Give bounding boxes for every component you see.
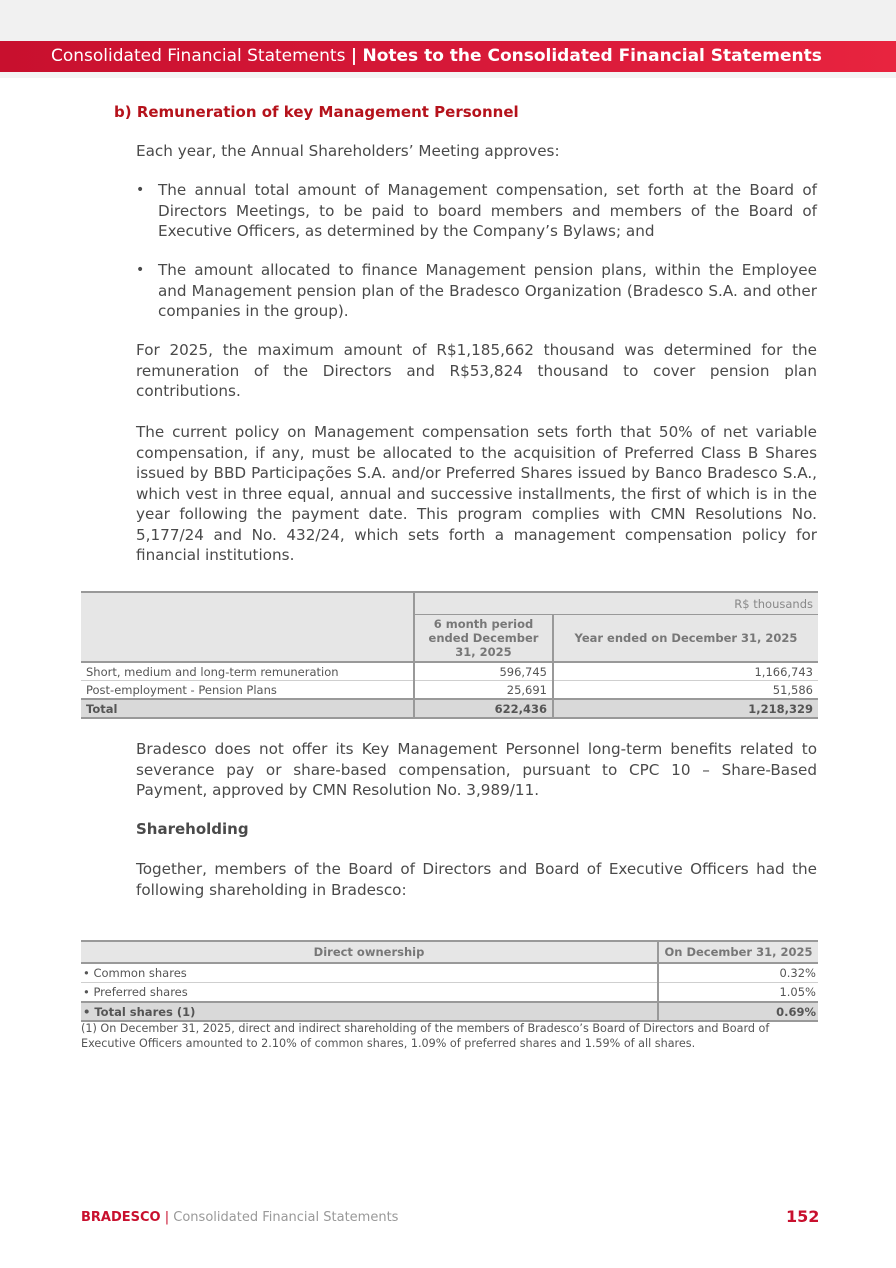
paragraph-benefits: Bradesco does not offer its Key Management Personnel long-term benefits related to severance pay or share-based compensation, pursuant to CPC 10 – Share-Based Payment, approved by CMN Resolution No. 3,989/11. [136,740,817,799]
total-label: Total [81,699,414,718]
col-header-ownership: Direct ownership [81,941,658,963]
footer-text: Consolidated Financial Statements [173,1210,399,1225]
remuneration-table [81,591,818,719]
header-separator: | [350,46,358,66]
row-value-year: 51,586 [553,681,818,700]
top-margin [0,0,896,41]
row-value: 1.05% [658,983,818,1003]
row-value-6month: 596,745 [414,662,553,681]
table-unit-row [81,592,818,615]
paragraph-compensation-policy: The current policy on Management compensation sets forth that 50% of net variable compensation, if any, must be allocated to the acquisition of Preferred Class B Shares issued by BBD Participações S.A. and/or Preferred Shares issued by Banco Bradesco S.A., which vest in three equal, annual and successive installments, the first of which is in the year following the payment date. This program complies with CMN Resolutions No. 5,177/24 and No. 432/24, which sets forth a management compensation policy for financial institutions. [136,423,817,564]
row-label: Post-employment - Pension Plans [81,681,414,700]
total-value: 0.69% [658,1002,818,1021]
paragraph-shareholding: Together, members of the Board of Directors and Board of Executive Officers had the following shareholding in Bradesco: [136,860,817,899]
col-header-date: On December 31, 2025 [658,941,818,963]
paragraph-2025-limits: For 2025, the maximum amount of R$1,185,662 thousand was determined for the remuneration of the Directors and R$53,824 thousand to cover pension plan contributions. [136,341,817,400]
bullet-text: The amount allocated to finance Management pension plans, within the Employee and Management pension plan of the Bradesco Organization (Bradesco S.A. and other companies in the group). [158,261,817,320]
table-total-row [81,1002,818,1021]
page-footer [81,1210,398,1225]
page-number: 152 [786,1207,820,1226]
col-header-6month: 6 month period ended December 31, 2025 [414,615,553,663]
row-label: • Preferred shares [81,983,658,1003]
footnote: (1) On December 31, 2025, direct and indirect shareholding of the members of Bradesco’s Board of Directors and Board of Executive Officers amounted to 2.10% of common shares, 1.09% of preferred shares and 1.59% of all shares. [81,1022,770,1050]
row-label: Short, medium and long-term remuneration [81,662,414,681]
row-value: 0.32% [658,963,818,983]
bullet-dot-icon: • [136,182,145,198]
shareholding-heading: Shareholding [136,820,249,838]
total-label: • Total shares (1) [81,1002,658,1021]
total-value-6month: 622,436 [414,699,553,718]
intro-paragraph: Each year, the Annual Shareholders’ Meeting approves: [136,142,560,160]
table-total-row [81,699,818,718]
footer-separator: | [164,1210,170,1225]
col-header-year: Year ended on December 31, 2025 [553,615,818,663]
row-label: • Common shares [81,963,658,983]
table-row [81,681,818,700]
header-right: Notes to the Consolidated Financial Statements [362,46,822,66]
bullet-text: The annual total amount of Management compensation, set forth at the Board of Directors Meetings, to be paid to board members and members of the Board of Executive Officers, as determined by the Company’s Bylaws; and [158,181,817,240]
table-header-row [81,941,818,963]
table-row [81,662,818,681]
bullet-dot-icon: • [136,262,145,278]
table-row [81,983,818,1003]
table-unit: R$ thousands [414,592,818,615]
row-value-6month: 25,691 [414,681,553,700]
row-value-year: 1,166,743 [553,662,818,681]
section-title: b) Remuneration of key Management Personnel [114,103,519,121]
total-value-year: 1,218,329 [553,699,818,718]
header-banner [0,41,896,72]
table-row [81,963,818,983]
header-left: Consolidated Financial Statements [51,46,346,66]
header-underline [0,72,896,78]
footer-brand: BRADESCO [81,1210,161,1225]
ownership-table [81,940,818,1022]
